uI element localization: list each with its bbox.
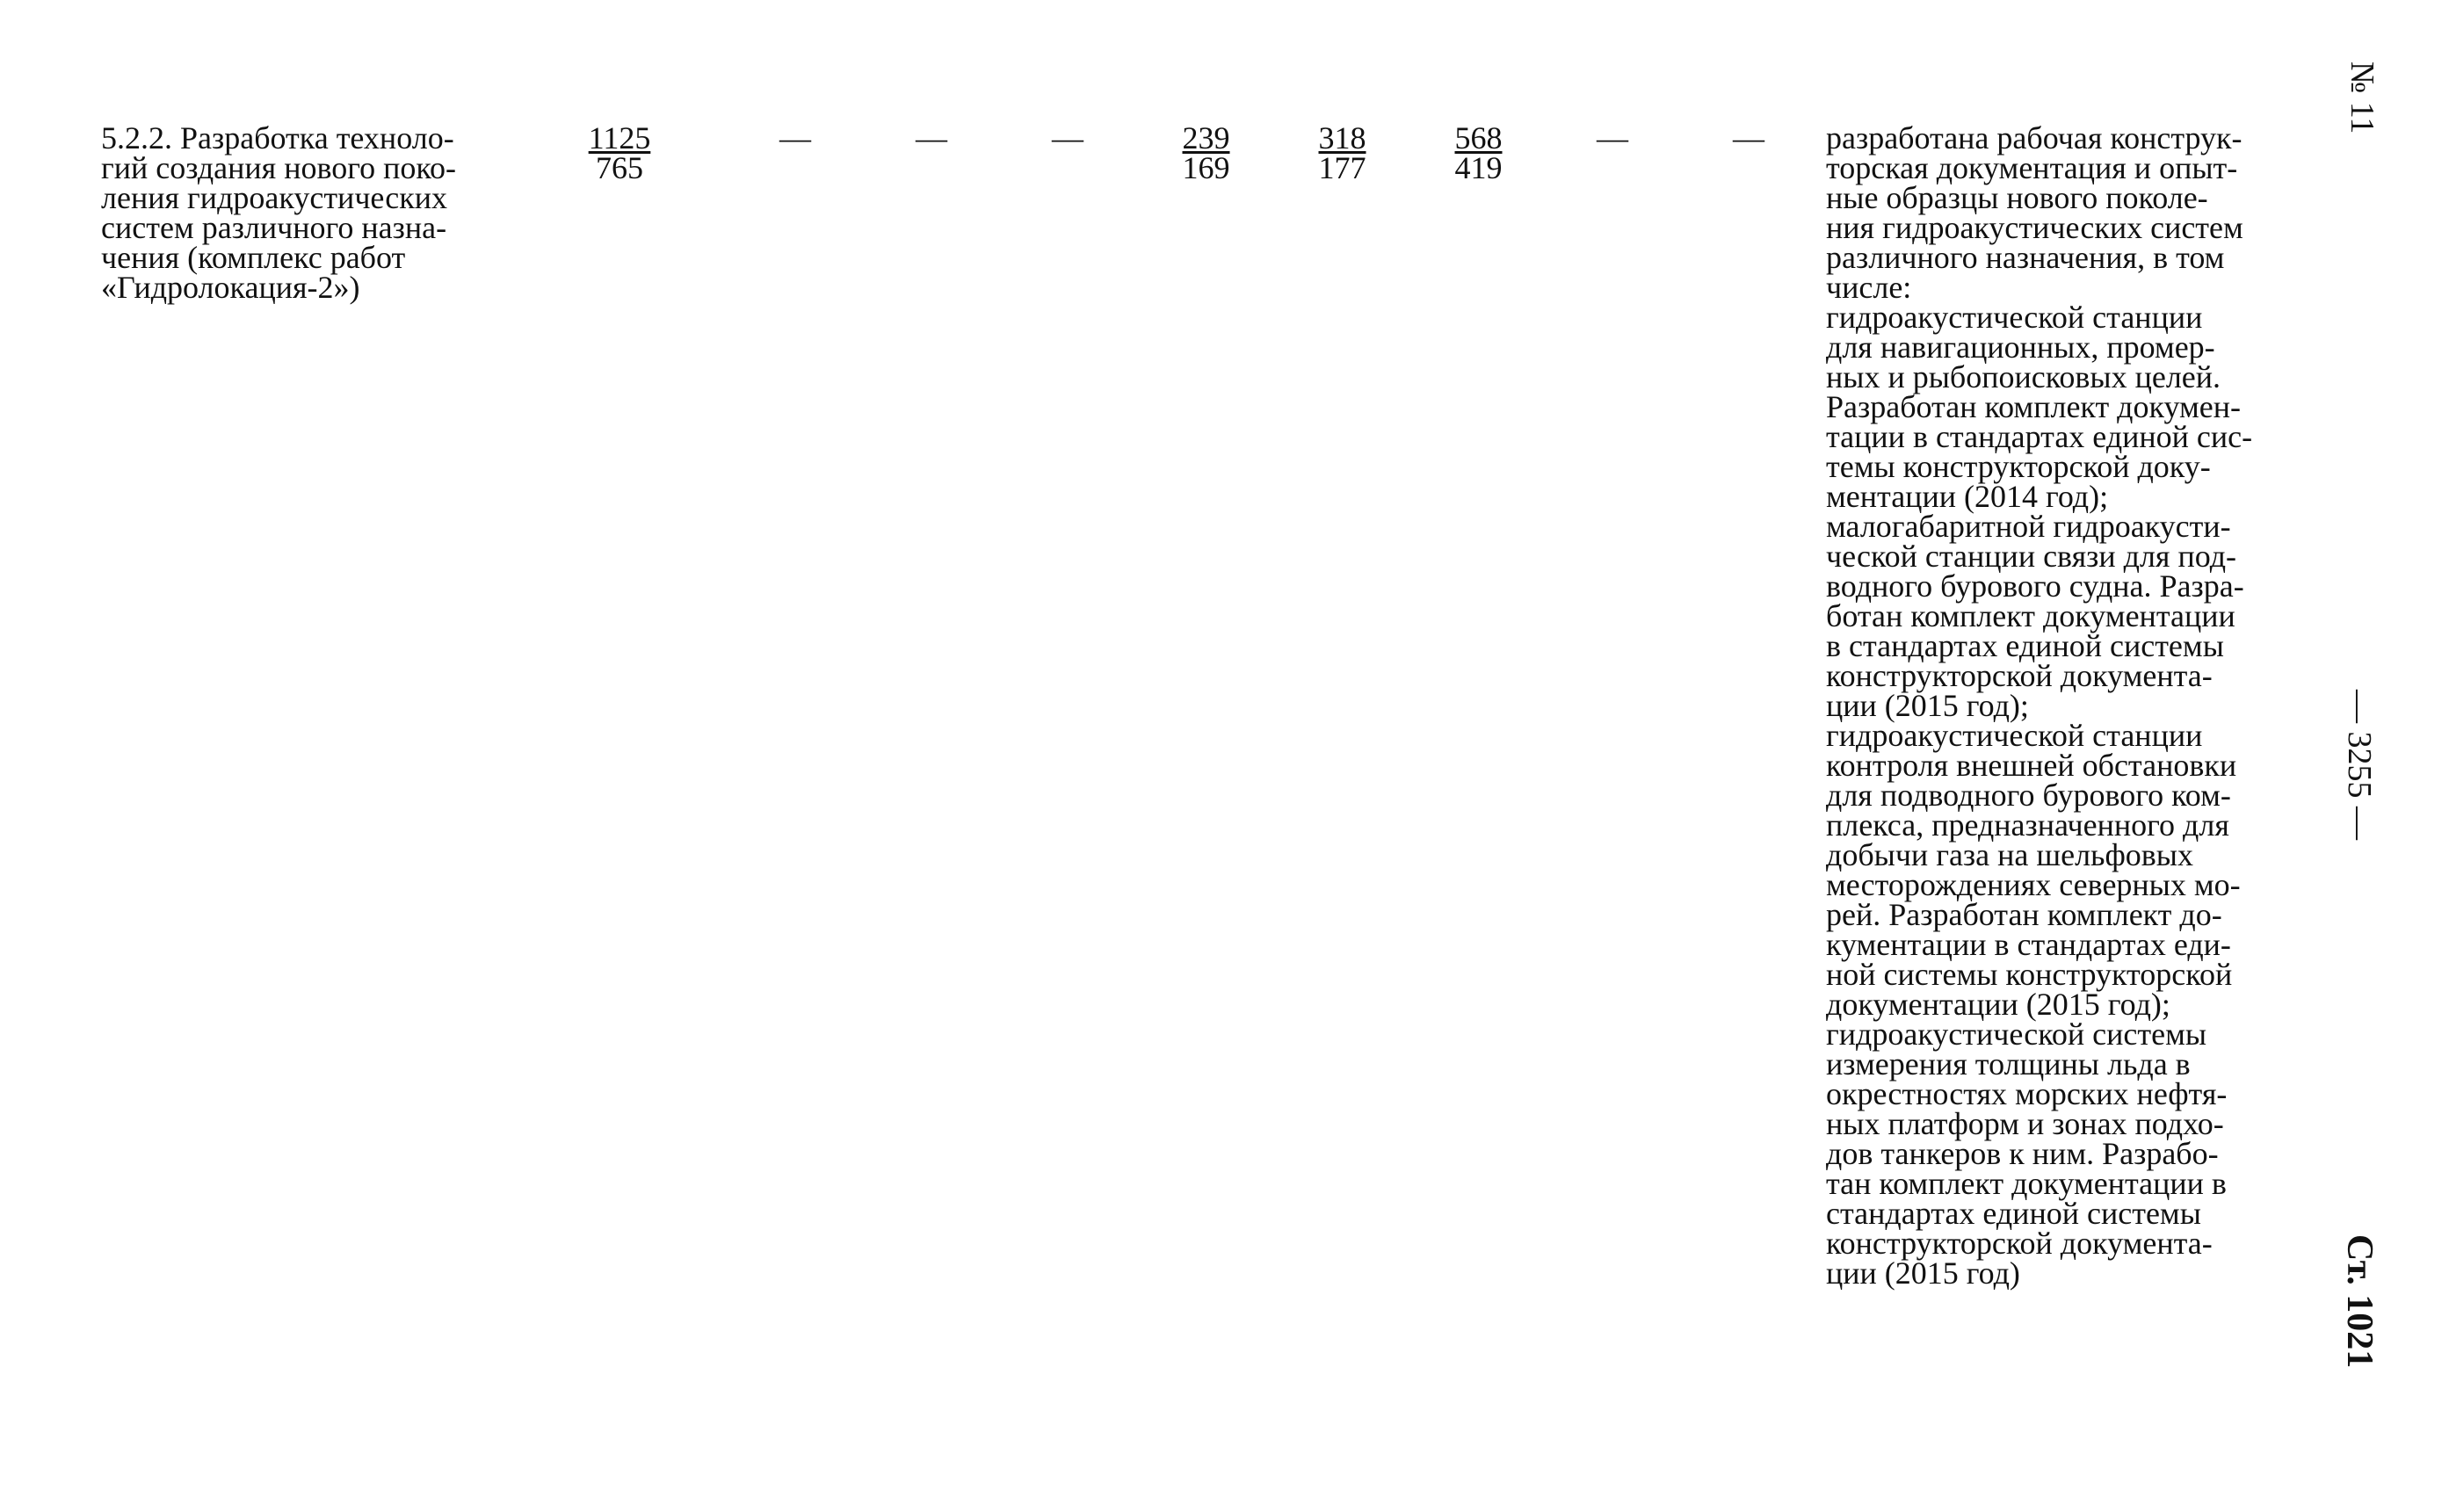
col-5-bottom: 169 — [1182, 150, 1230, 185]
col-4-dash: — — [1052, 120, 1083, 156]
margin-issue-number: — 3255 — — [2341, 690, 2378, 840]
row-description: разработана рабочая конструк- торская документация и опыт- ные образцы нового поколе- ния гидроакустических систем различного назначения, в том числе: гидроакустической станции для навигационных, промер- ных и рыбопоисковых целей. Разработан комплект докумен- тации в стандартах единой сис- темы конструкторской доку- ментации (2014 год); малогабаритной гидроакусти- ческой станции связи для под- водного бурового судна. Разра- ботан комплект документации в стандартах единой системы конструкторской документа- ции (2015 год); гидроакустической станции контроля внешней обстановки для подводного бурового ком- плекса, предназначенного для добычи газа на шельфовых месторождениях северных мо- рей. Разработан комплект до- кументации в стандартах еди- ной системы конструкторской документации (2015 год); гидроакустической системы измерения толщины льда в окрестностях морских нефтя- ных платформ и зонах подхо- дов танкеров к ним. Разрабо- тан комплект документации в стандартах единой системы конструкторской документа- ции (2015 год) — [1826, 120, 2253, 1291]
col-7-top: 568 — [1454, 120, 1503, 156]
col-5-value — [1164, 120, 1248, 185]
col-6-bottom: 177 — [1318, 150, 1366, 185]
margin-article-number: Ст. 1021 — [2339, 1234, 2380, 1369]
col-1-top: 1125 — [588, 120, 651, 156]
col-5-top: 239 — [1182, 120, 1230, 156]
margin-page-number: № 11 — [2344, 61, 2380, 134]
col-8-dash: — — [1597, 120, 1628, 156]
col-1-value — [571, 120, 668, 185]
col-3-dash: — — [916, 120, 947, 156]
col-6-value — [1301, 120, 1384, 185]
col-7-bottom: 419 — [1454, 150, 1503, 185]
col-7-value — [1437, 120, 1520, 185]
col-2-dash: — — [779, 120, 811, 156]
col-1-bottom: 765 — [596, 150, 643, 185]
row-title: 5.2.2. Разработка техноло- гий создания нового поко- ления гидроакустических систем различного назна- чения (комплекс работ «Гидролокация-2») — [101, 120, 457, 305]
col-6-top: 318 — [1318, 120, 1366, 156]
col-9-dash: — — [1733, 120, 1764, 156]
